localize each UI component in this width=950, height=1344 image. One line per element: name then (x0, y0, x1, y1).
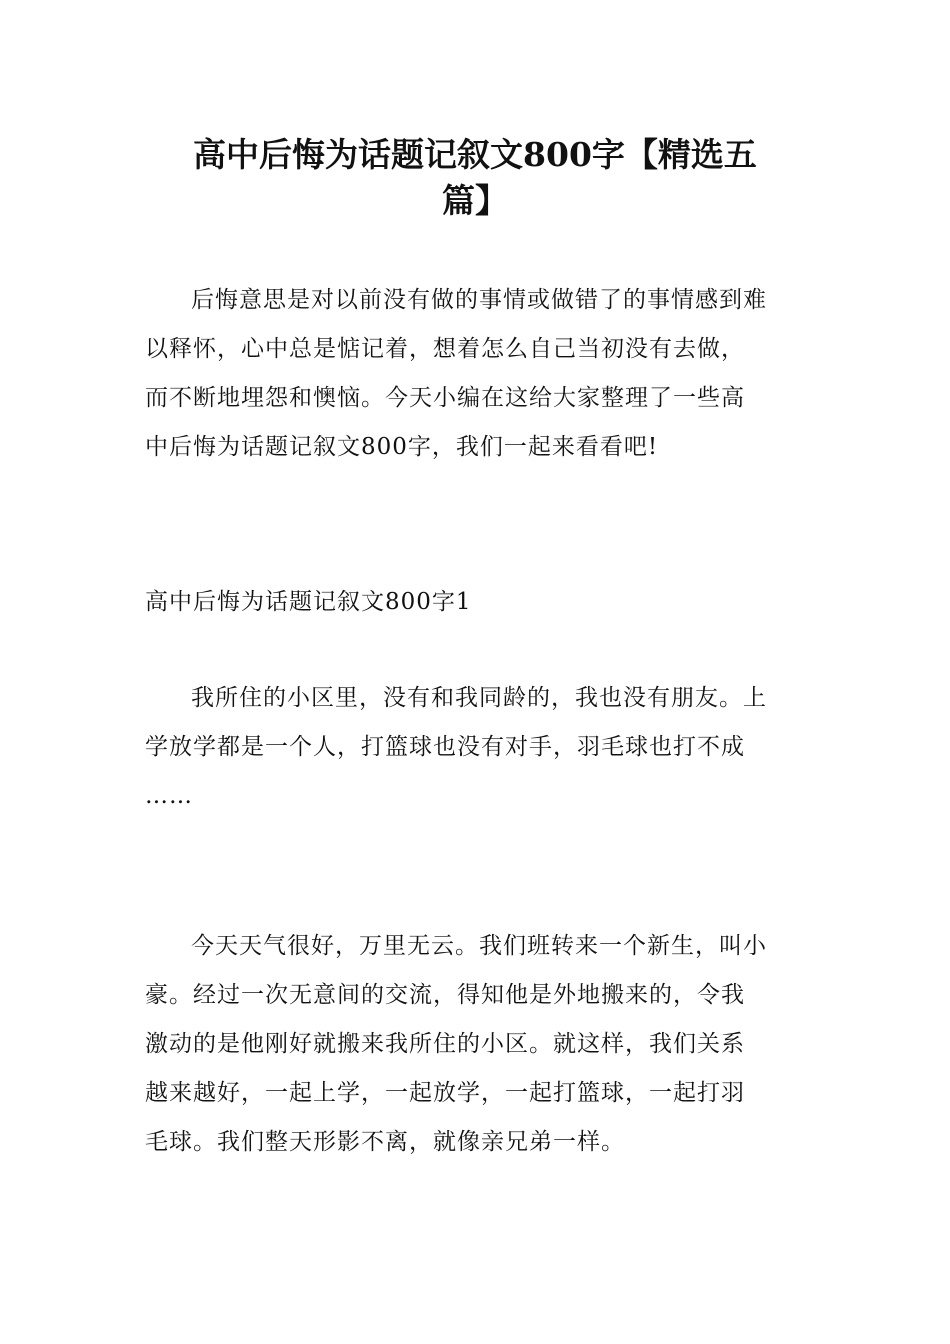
body-paragraph-1 (145, 674, 805, 821)
section-heading: 高中后悔为话题记叙文800字1 (145, 589, 472, 615)
paragraph-line: 我所住的小区里，没有和我同龄的，我也没有朋友。上 (191, 685, 767, 711)
title-line-1: 高中后悔为话题记叙文800字【精选五 (193, 135, 757, 174)
intro-line: 后悔意思是对以前没有做的事情或做错了的事情感到难 (191, 287, 767, 313)
intro-paragraph (145, 276, 805, 472)
intro-line: 而不断地埋怨和懊恼。今天小编在这给大家整理了一些高 (145, 385, 745, 411)
intro-line: 中后悔为话题记叙文800字，我们一起来看看吧! (145, 434, 659, 460)
intro-line: 以释怀，心中总是惦记着，想着怎么自己当初没有去做， (145, 336, 745, 362)
title-line-2: 篇】 (442, 181, 508, 220)
paragraph-line: 越来越好，一起上学，一起放学，一起打篮球，一起打羽 (145, 1080, 745, 1106)
paragraph-line: 学放学都是一个人，打篮球也没有对手，羽毛球也打不成 (145, 734, 745, 760)
paragraph-line: 豪。经过一次无意间的交流，得知他是外地搬来的，令我 (145, 982, 745, 1008)
paragraph-line: 毛球。我们整天形影不离，就像亲兄弟一样。 (145, 1129, 625, 1155)
paragraph-line: …… (145, 783, 193, 809)
body-paragraph-2 (145, 922, 805, 1167)
paragraph-line: 激动的是他刚好就搬来我所住的小区。就这样，我们关系 (145, 1031, 745, 1057)
paragraph-line: 今天天气很好，万里无云。我们班转来一个新生，叫小 (191, 933, 767, 959)
document-title (150, 132, 800, 224)
